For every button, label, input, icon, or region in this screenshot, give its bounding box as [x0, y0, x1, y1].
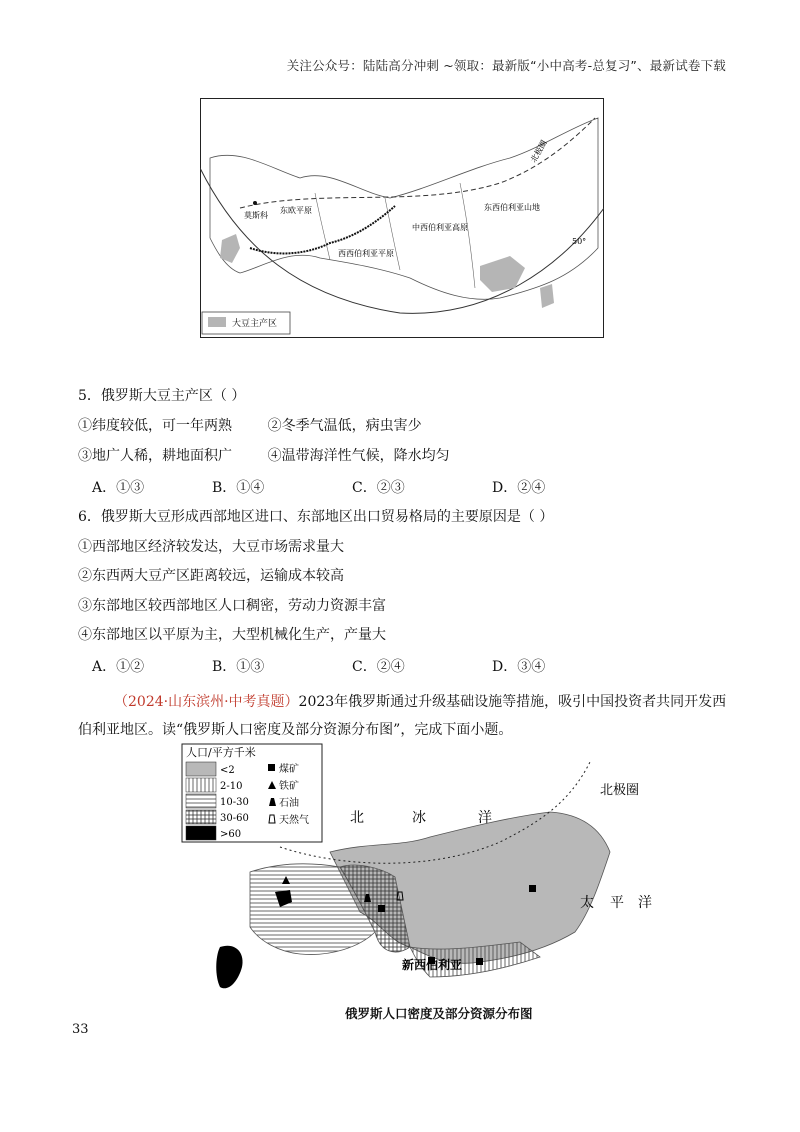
- label-pacific-1: 太: [580, 895, 594, 911]
- density-3: 10-30: [220, 797, 249, 808]
- resource-oil: 石油: [279, 798, 299, 809]
- q6-option-a[interactable]: A．①②: [92, 659, 145, 675]
- label-arctic-circle-2: 北极圈: [600, 783, 640, 798]
- resource-iron: 铁矿: [279, 781, 299, 792]
- q5-statement-2: ③地广人稀，耕地面积广 ④温带海洋性气候，降水均匀: [78, 448, 450, 464]
- resource-coal: 煤矿: [279, 764, 299, 775]
- label-pacific-2: 平: [610, 895, 624, 911]
- q6-option-d[interactable]: D．③④: [492, 659, 546, 675]
- legend2-title: 人口/平方千米: [186, 746, 256, 759]
- density-2: 2-10: [220, 781, 243, 792]
- q6-statement-1: ①西部地区经济较发达，大豆市场需求量大: [78, 539, 344, 555]
- map2-caption: 俄罗斯人口密度及部分资源分布图: [345, 1006, 533, 1021]
- label-east-europe: 东欧平原: [280, 206, 312, 215]
- label-central-siberia: 中西伯利亚高原: [412, 223, 468, 232]
- label-ice: 冰: [412, 810, 426, 826]
- q5-option-a[interactable]: A．①③: [92, 480, 145, 496]
- q5-statement-1: ①纬度较低，可一年两熟 ②冬季气温低，病虫害少: [78, 418, 422, 434]
- label-ocean: 洋: [478, 810, 492, 826]
- density-5: >60: [220, 829, 242, 840]
- label-west-siberia: 西西伯利亚平原: [338, 249, 394, 258]
- q6-option-c[interactable]: C．②④: [352, 659, 405, 675]
- q6-statement-3: ③东部地区较西部地区人口稠密，劳动力资源丰富: [78, 598, 386, 614]
- q6-statement-2: ②东西两大豆产区距离较远，运输成本较高: [78, 568, 344, 584]
- source-text: 2023年俄罗斯通过升级基础设施等措施，吸引中国投资者共同开发西伯利亚地区。读“俄罗斯人口密度及部分资源分布图”，完成下面小题。: [78, 694, 727, 738]
- q6-statement-4: ④东部地区以平原为主，大型机械化生产，产量大: [78, 627, 386, 643]
- q5-option-c[interactable]: C．②③: [352, 480, 405, 496]
- page-number: 33: [72, 1022, 89, 1037]
- label-arctic-circle: 北极圈: [528, 138, 549, 164]
- q5-option-d[interactable]: D．②④: [492, 480, 546, 496]
- label-east-siberia: 东西伯利亚山地: [484, 203, 540, 212]
- label-50: 50°: [572, 237, 587, 246]
- q6-stem: 6．俄罗斯大豆形成西部地区进口、东部地区出口贸易格局的主要原因是（ ）: [78, 509, 554, 525]
- density-1: <2: [220, 765, 235, 776]
- population-resource-map: [180, 742, 660, 1004]
- label-new-siberia: 新西伯利亚: [402, 958, 463, 972]
- label-pacific-3: 洋: [638, 895, 652, 911]
- q6-option-b[interactable]: B．①③: [212, 659, 265, 675]
- source-paragraph: [78, 688, 738, 744]
- soybean-map: [200, 98, 604, 338]
- source-tag: （2024·山东滨州·中考真题）: [114, 694, 299, 710]
- label-moscow: 莫斯科: [244, 211, 268, 220]
- q5-stem: 5．俄罗斯大豆主产区（ ）: [78, 388, 246, 404]
- resource-gas: 天然气: [279, 815, 309, 826]
- coal-icon: [268, 764, 275, 771]
- header-note: 关注公众号：陆陆高分冲刺 ~领取：最新版“小中高考-总复习”、最新试卷下载: [286, 58, 726, 73]
- label-north: 北: [350, 810, 364, 826]
- legend-swatch: [208, 317, 226, 327]
- density-4: 30-60: [220, 813, 249, 824]
- legend-label: 大豆主产区: [232, 319, 278, 329]
- q5-option-b[interactable]: B．①④: [212, 480, 265, 496]
